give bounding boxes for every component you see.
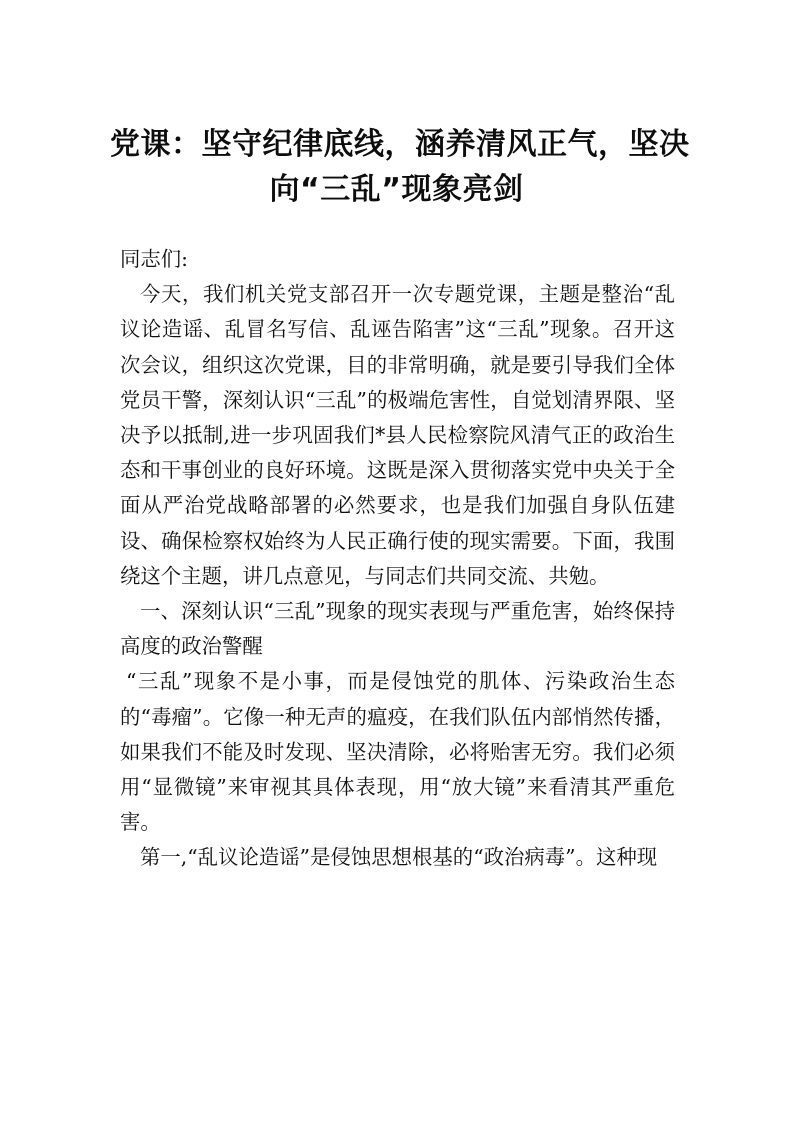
paragraph-section-1-intro: “三乱”现象不是小事，而是侵蚀党的肌体、污染政治生态的“毒瘤”。它像一种无声的瘟疫，在我们队伍内部悄然传播，如果我们不能及时发现、坚决清除，必将贻害无穷。我们必须用“显微镜”来审视其具体表现，用“放大镜”来看清其严重危害。 <box>120 669 675 835</box>
document-title-line-2: 向“三乱”现象亮剑 <box>269 172 524 207</box>
document-body <box>120 242 675 876</box>
paragraph-first-point: 第一,“乱议论造谣”是侵蚀思想根基的“政治病毒”。这种现 <box>140 845 658 870</box>
paragraph-intro: 今天，我们机关党支部召开一次专题党课，主题是整治“乱议论造谣、乱冒名写信、乱诬告陷害”这“三乱”现象。召开这次会议，组织这次党课，目的非常明确，就是要引导我们全体党员干警，深刻认识“三乱”的极端危害性，自觉划清界限、坚决予以抵制,进一步巩固我们*县人民检察院风清气正的政治生态和干事创业的良好环境。这既是深入贯彻落实党中央关于全面从严治党战略部署的必然要求，也是我们加强自身队伍建设、确保检察权始终为人民正确行使的现实需要。下面，我围绕这个主题，讲几点意见，与同志们共同交流、共勉。 <box>120 282 675 588</box>
section-heading-1: 一、深刻认识“三乱”现象的现实表现与严重危害，始终保持高度的政治警醒 <box>120 599 675 659</box>
salutation: 同志们: <box>120 247 189 271</box>
document-title-line-1: 党课：坚守纪律底线，涵养清风正气，坚决 <box>110 127 690 162</box>
